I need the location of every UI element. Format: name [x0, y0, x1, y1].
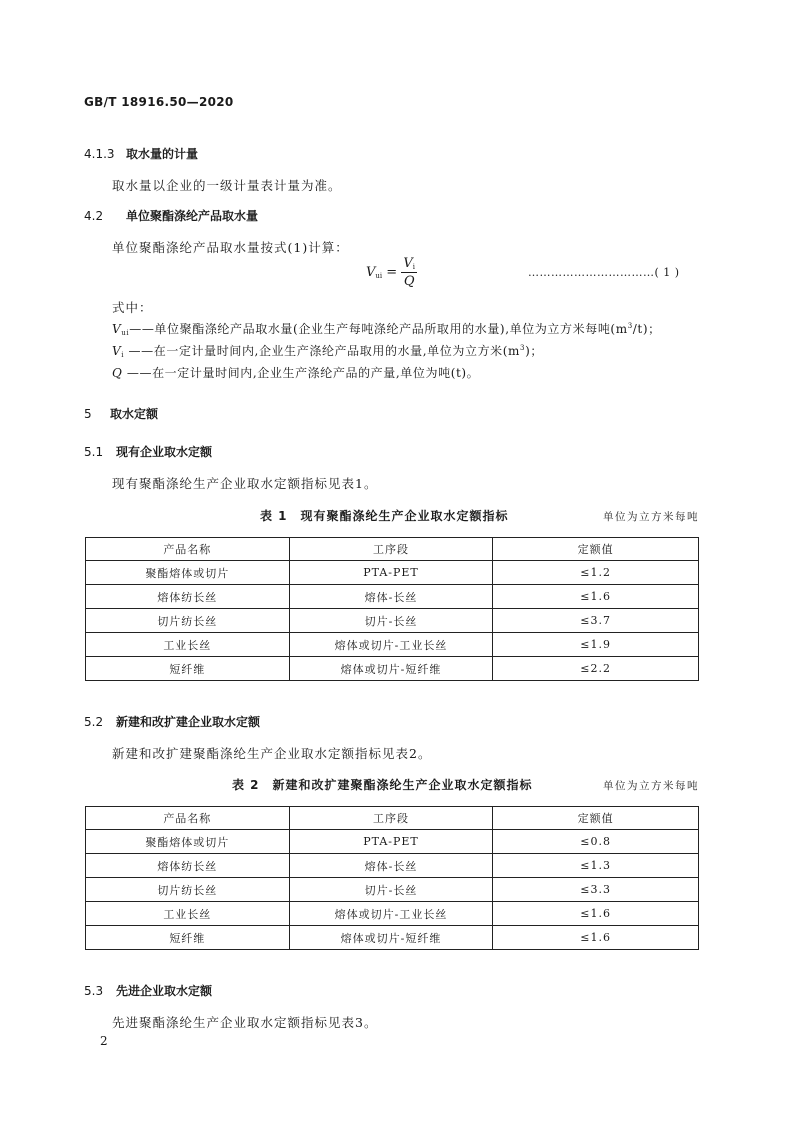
product-cell: 短纤维: [86, 657, 290, 681]
table-row: [86, 561, 699, 585]
section-number: 5.3: [84, 984, 104, 998]
section-5-1-heading: [84, 443, 212, 460]
product-cell: 聚酯熔体或切片: [86, 830, 290, 854]
definition-vui: [112, 320, 661, 337]
def-tail: /t)；: [632, 322, 661, 336]
formula-leader: ……………………………: [528, 266, 655, 279]
standard-code: GB/T 18916.50—2020: [84, 95, 234, 109]
table-row: [86, 854, 699, 878]
def-var: Q: [112, 366, 123, 380]
section-5-heading: [84, 405, 158, 422]
product-cell: 聚酯熔体或切片: [86, 561, 290, 585]
section-title: 新建和改扩建企业取水定额: [116, 715, 261, 729]
section-number: 4.1.3: [84, 147, 115, 161]
process-cell: 熔体或切片-工业长丝: [289, 633, 493, 657]
table-row: [86, 657, 699, 681]
def-sub: ui: [121, 329, 130, 337]
section-4-1-3-text: 取水量以企业的一级计量表计量为准。: [112, 178, 342, 193]
header-cell: 定额值: [493, 538, 699, 561]
header-cell: 产品名称: [86, 807, 290, 830]
table-1-unit: 单位为立方米每吨: [603, 511, 699, 523]
section-4-2-heading: [84, 207, 258, 224]
header-cell: 工序段: [289, 538, 493, 561]
header-cell: 工序段: [289, 807, 493, 830]
table-row: [86, 609, 699, 633]
product-cell: 工业长丝: [86, 633, 290, 657]
product-cell: 工业长丝: [86, 902, 290, 926]
table-row: [86, 633, 699, 657]
process-cell: 熔体或切片-短纤维: [289, 657, 493, 681]
table-1: [85, 537, 699, 681]
quota-cell: ≤1.9: [493, 633, 699, 657]
section-5-2-heading: [84, 713, 260, 730]
header-cell: 产品名称: [86, 538, 290, 561]
table-row: [86, 585, 699, 609]
formula-1: [366, 256, 417, 289]
def-sup: 3: [520, 344, 526, 352]
quota-cell: ≤1.3: [493, 854, 699, 878]
section-number: 5.1: [84, 445, 104, 459]
def-sup: 3: [627, 322, 633, 330]
process-cell: 切片-长丝: [289, 878, 493, 902]
process-cell: PTA-PET: [289, 830, 493, 854]
formula-num-var: V: [403, 256, 413, 271]
table-2-unit: 单位为立方米每吨: [603, 780, 699, 792]
def-text: ——在一定计量时间内,企业生产涤纶产品的产量,单位为吨(t)。: [122, 366, 480, 380]
section-number: 5: [84, 407, 92, 421]
quota-cell: ≤0.8: [493, 830, 699, 854]
table-header-row: [86, 538, 699, 561]
formula-label: ( 1 ): [654, 266, 680, 279]
page-number: 2: [100, 1034, 108, 1048]
formula-equals: =: [386, 265, 398, 280]
section-5-3-text: 先进聚酯涤纶生产企业取水定额指标见表3。: [112, 1015, 378, 1030]
quota-cell: ≤1.2: [493, 561, 699, 585]
process-cell: 切片-长丝: [289, 609, 493, 633]
def-tail: )；: [525, 344, 543, 358]
table-header-row: [86, 807, 699, 830]
section-5-1-text: 现有聚酯涤纶生产企业取水定额指标见表1。: [112, 476, 378, 491]
section-title: 先进企业取水定额: [116, 984, 213, 998]
process-cell: 熔体-长丝: [289, 585, 493, 609]
header-cell: 定额值: [493, 807, 699, 830]
table-row: [86, 926, 699, 950]
product-cell: 切片纺长丝: [86, 609, 290, 633]
process-cell: 熔体或切片-短纤维: [289, 926, 493, 950]
def-var: V: [112, 344, 122, 358]
section-5-3-heading: [84, 982, 212, 999]
table-row: [86, 902, 699, 926]
def-text: ——在一定计量时间内,企业生产涤纶产品取用的水量,单位为立方米(m: [124, 344, 521, 358]
section-number: 4.2: [84, 209, 104, 223]
process-cell: PTA-PET: [289, 561, 493, 585]
process-cell: 熔体或切片-工业长丝: [289, 902, 493, 926]
product-cell: 熔体纺长丝: [86, 585, 290, 609]
section-number: 5.2: [84, 715, 104, 729]
product-cell: 短纤维: [86, 926, 290, 950]
table-2: [85, 806, 699, 950]
section-title: 现有企业取水定额: [116, 445, 213, 459]
formula-lhs-sub: ui: [375, 272, 383, 280]
section-title: 单位聚酯涤纶产品取水量: [126, 209, 259, 223]
def-sub: i: [121, 351, 125, 359]
section-title: 取水定额: [110, 407, 159, 421]
table-1-caption: 表 1 现有聚酯涤纶生产企业取水定额指标: [260, 509, 509, 523]
process-cell: 熔体-长丝: [289, 854, 493, 878]
quota-cell: ≤3.7: [493, 609, 699, 633]
table-2-caption: 表 2 新建和改扩建聚酯涤纶生产企业取水定额指标: [232, 778, 533, 792]
def-text: ——单位聚酯涤纶产品取水量(企业生产每吨涤纶产品所取用的水量),单位为立方米每吨(m: [129, 322, 628, 336]
definition-q: [112, 364, 479, 381]
formula-den-var: Q: [403, 274, 415, 289]
product-cell: 切片纺长丝: [86, 878, 290, 902]
product-cell: 熔体纺长丝: [86, 854, 290, 878]
section-5-2-text: 新建和改扩建聚酯涤纶生产企业取水定额指标见表2。: [112, 746, 432, 761]
quota-cell: ≤1.6: [493, 585, 699, 609]
formula-number: [528, 266, 680, 279]
quota-cell: ≤2.2: [493, 657, 699, 681]
table-row: [86, 830, 699, 854]
table-row: [86, 878, 699, 902]
quota-cell: ≤1.6: [493, 926, 699, 950]
section-title: 取水量的计量: [126, 147, 199, 161]
definition-vi: [112, 342, 543, 359]
formula-lhs-var: V: [366, 265, 376, 280]
def-var: V: [112, 322, 122, 336]
formula-fraction: [401, 256, 417, 289]
formula-intro: 单位聚酯涤纶产品取水量按式(1)计算：: [112, 240, 349, 255]
quota-cell: ≤1.6: [493, 902, 699, 926]
section-4-1-3-heading: [84, 145, 198, 162]
quota-cell: ≤3.3: [493, 878, 699, 902]
where-label: 式中：: [112, 300, 153, 315]
formula-num-sub: i: [412, 263, 415, 271]
